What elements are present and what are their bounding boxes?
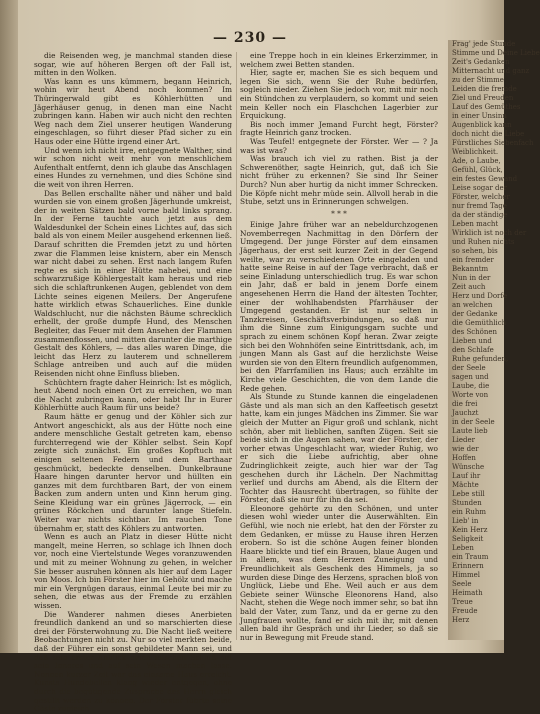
paragraph: Schüchtern fragte daher Heinrich: Ist es möglich, heut Abend noch einen Ort zu erreichen, wo man die Nacht zubringen kann, oder habt Ihr in Eurer Köhlerhütte auch Raum für uns beide?	[34, 377, 232, 413]
strip-line: nur fremd Tage	[452, 202, 507, 210]
strip-line: ein Traum	[452, 553, 489, 561]
strip-line: des Schönen	[452, 328, 498, 336]
strip-line: Seligkeit	[452, 535, 484, 543]
strip-line: Kein Herz	[452, 526, 488, 534]
paragraph: Raum hätte er genug und der Köhler sich zur Antwort angeschickt, als aus der Hütte noch eine andere menschliche Gestalt getreten kam, ebenso furchterregend wie der Köhler selbst. Sein Kopf zeigte sich zunächst. Ein großes Kopftuch mit einigen seltenen Federn und dem Barthaar geschmückt, bedeckte denselben. Dunkelbraune Haare hingen darunter hervor und hüllten ein ganzes mit dem furchtbaren Bart, der von einem Backen zum andern unten und Kinn herum ging. Seine Kleidung war ein grünes Jägerrock, — ein grünes Röckchen und darunter lange Stiefeln. Weiter war nichts sichtbar. Im rauchen Tone übernahm er, statt des Köhlers zu antworten.	[34, 411, 232, 533]
strip-line: Seele	[452, 580, 472, 588]
strip-line: Lauf des Gemüthes	[452, 103, 521, 111]
strip-line: und Ruhen nichts	[452, 238, 515, 246]
strip-line: Laube, die	[452, 382, 490, 390]
strip-line: Lauf ihr	[452, 472, 481, 480]
strip-line: Zeit auch	[452, 283, 486, 291]
paragraph: Einige Jahre früher war an nebeldurchzogenen Novemberregen Nachmittag in den Dörfern der Umgegend. Der junge Förster auf dem einsamen Jägerhaus, der erst seit kurzer Zeit in der Gegend weilte, war zu verschiedenen Orte eingeladen und hatte seine Reise in auf der Tage verbracht, daß er seine Einladung unterschiedlich trug. Es war schon ein Jahr, daß er bald in jenem Dorfe einem angesehenen Herrn die Hand der ältesten Tochter, einer der wohlhabendsten Pfarrhäuser der Umgegend gestanden. Er ist nur selten in Tanzkreisen, Geschäftsverbindungen, so daß nur ihm die Sinne zum Einigungsgarn suchte und sprach zu einem schönen Kopf heran. Zwar zeigte sich bei den Wohnhöfen seine Eintrittsdank, ach, im jungen Mann als Gast auf die herzlichste Weise wurden sie von den Eltern freundlich aufgenommen, bei den Pfarrfamilien ins Haus; auch erzählte im Kirche viele Geschichten, die von dem Lande die Rede gehen.	[240, 220, 438, 393]
strip-line: Leise sogar der	[452, 184, 507, 192]
strip-line: da der ständige	[452, 211, 508, 219]
paragraph: Als Stunde zu Stunde kannen die eingeladenen Gäste und als man sich an den Kaffeetisch gesetzt hatte, kam ein junges Mädchen ins Zimmer. Sie war gleich der Mutter an Figur groß und schlank, nicht schön, aber mit lieblichen, sanften Zügen. Seit sie beide sich in die Augen sahen, war der Förster, der vorher etwas Ungeschlacht war, wieder Ruhig, wo er sich die Liebe aufrichtig, aber ohne Zudringlichkeit zeigte, auch hier war der Tag geschehen durch ihr Lächeln. Der Nachmittag verlief und durchs am Abend, als die Eltern der Tochter das Hausrecht übertragen, so fühlte der Förster, daß sie nur für ihn da sei.	[240, 392, 438, 505]
strip-line: ein fremder	[452, 256, 494, 264]
paragraph: Das Bellen erschallte näher und näher und bald wurden sie von einem großen Jägerhunde umkreist, der in weiten Sätzen bald vorne bald links sprang. In der Ferne tauchte auch jetzt aus dem Waldesdunkel der Schein eines Lichtes auf, das sich bald als von einem Meiler ausgehend erkennen ließ. Darauf schritten die Fremden jetzt zu und hörten zwar die Flammen leise knistern, aber ein Mensch war nicht dabei zu sehen. Erst nach langem Rufen regte es sich in einer Hütte nahebei, und eine schwarzrußige Köhlergestalt kam heraus und rieb sich die schlaftrunkenen Augen, geblendet von dem Lichte seines eigenen Meilers. Der Angerufene hatte wirklich etwas Schauerliches. Eine dunkle Waldschlucht, nur die nächsten Bäume schrecklich erhellt, der große dumpfe Hund, des Menschen Begleiter, das Feuer mit dem Ansehen der Flammen zusammenflossen, und mitten darunter die marthige Gestalt des Köhlers, — das alles waren Dinge, die leicht das Herz zu lauterem und schnellerem Schlage antreiben und auch auf die müden Reisenden nicht ohne Einfluss blieben.	[34, 188, 232, 378]
strip-line: Lieben und	[452, 337, 492, 345]
strip-line: Treue	[452, 598, 473, 606]
paragraph: eine Treppe hoch in ein kleines Erkerzimmer, in welchem zwei Betten standen.	[240, 51, 438, 69]
paragraph: Bis noch immer Jemand Furcht hegt, Förster? fragte Heinrich ganz trocken.	[240, 119, 438, 138]
paragraph: Hier, sagte er, machen Sie es sich bequem und legen Sie sich, wenn Sie der Ruhe bedürfen, sogleich nieder. Ziehen Sie jedoch vor, mit mir noch ein Stündchen zu verplaudern, so kommt und seien mein Keller noch ein Flaschchen Lagerbier zur Erquickung.	[240, 68, 438, 121]
strip-line: doch nicht die Liebe	[452, 130, 525, 138]
strip-line: Jauchzt	[452, 409, 479, 417]
strip-line: der Seele	[452, 364, 486, 372]
column-divider	[236, 52, 237, 640]
strip-line: Gefühl, Glück,	[452, 166, 503, 174]
paragraph: Was brauch ich viel zu rathen. Bist ja der Schwerenöther, sagte Heinrich, gut, daß ich Sie nicht früher zu erkennen? Sie sind Ihr Seiner Durch? Nun aber hurtig da nicht immer Schrecken. Die Köpfe nicht mehr müde sein. Allvoll herab in die Stube, setzt uns in Erinnerungen schwelgen.	[240, 154, 438, 207]
page-number: — 230 —	[213, 30, 287, 46]
strip-line: die Gemüthlich	[452, 319, 507, 327]
strip-line: Weiblichkeit.	[452, 148, 499, 156]
strip-line: Lieder	[452, 436, 475, 444]
strip-line: in einer Unsinn	[452, 112, 507, 120]
strip-line: an welchen	[452, 301, 493, 309]
strip-line: Lieb' in	[452, 517, 479, 525]
strip-line: sagen und	[452, 373, 489, 381]
strip-line: ein festes Gewand	[452, 175, 518, 183]
strip-line: Leiden die fremde	[452, 85, 517, 93]
strip-line: Frag' jede Stunde	[452, 40, 516, 48]
strip-line: Bekanntm	[452, 265, 489, 273]
strip-line: der Gedanke	[452, 310, 498, 318]
strip-line: Stunden	[452, 499, 482, 507]
strip-line: Laute lieb	[452, 427, 488, 435]
strip-line: Förster, welcher	[452, 193, 510, 201]
strip-line: Leben macht	[452, 220, 499, 228]
strip-line: Erinnern	[452, 562, 484, 570]
strip-line: Herz	[452, 616, 470, 624]
strip-line: Stimme und Deine Liebe	[452, 49, 540, 57]
strip-line: ein Ruhm	[452, 508, 487, 516]
strip-line: zu der Stimme	[452, 76, 504, 84]
paragraph: Die Wanderer nahmen dieses Anerbieten freundlich dankend an und so marschierten diese drei der Försterwohnung zu. Die Nacht ließ weitere Beobachtungen nicht zu. Nur so viel merkten beide, daß der Führer ein sonst gebildeter Mann sei, und daß sein erster Anblick einen falschen Schluß auf sein Inneres und auf sein Wesen machen lasse. Nonnen kurzer Zeit war das einsame Haus erreicht. Kunsts Hundebellen klang wieder entgegen, ohne durch die begütigende Zusprache des Herrn gleich gestillt werden zu können. Der Förster führte seine Gäste zugleich	[34, 609, 232, 714]
adjacent-page-strip	[448, 40, 540, 640]
strip-line: Ruhe gefunden,	[452, 355, 509, 363]
strip-line: Mitternacht und ganz	[452, 67, 530, 75]
strip-line: Worte von	[452, 391, 489, 399]
left-text-column	[34, 51, 232, 714]
strip-line: so sehen, bis	[452, 247, 498, 255]
right-text-column	[240, 52, 438, 642]
strip-line: Wirklich ist noch der	[452, 229, 527, 237]
strip-line: Himmel	[452, 571, 480, 579]
page-header	[40, 30, 460, 46]
paragraph: * * *	[331, 208, 347, 218]
strip-line: Freude	[452, 607, 478, 615]
strip-line: Leben	[452, 544, 474, 552]
strip-line: Augenblick kann	[452, 121, 512, 129]
strip-line: Nun in der	[452, 274, 491, 282]
strip-line: in der Seele	[452, 418, 495, 426]
paragraph: Und wenn ich nicht irre, entgegnete Walther, sind wir schon nicht weit mehr von menschlichem Aufenthalt entfernt, denn ich glaube das Anschlagen eines Hundes zu vernehmen, und dies Schöne sind die weit von ihren Herren.	[34, 145, 232, 189]
paragraph: Eleonore gehörte zu den Schönen, und unter diesen wohl wieder unter die Auserwählten. Ein Gefühl, wie noch nie erlebt, hat den der Förster zu dem Gedanken, er müsse zu Hause ihren Herzen erobern. So ist die schöne Augen feiner blonden Haare blickte und tief ein Brauen, blaue Augen und in allem, was dem Herzen Zuneigung und Freundlichkeit als Geschenk des Himmels, ja so wurden diese Dinge des Herzens, sprachen bloß von Unglück, Liebe und Ehe. Weil auch er aus dem Gebiete seiner Wünsche Eleonorens Hand, also Nacht, stehen die Wege noch immer sehr, so bat ihn bald der Vater, zum Tanz, und da er gerne zu den Jungfrauen wollte, fand er sich mit ihr, mit denen allen bald ihr Gespräch und ihr Lieder, so daß sie nur in Bewegung mit Freude stand.	[240, 503, 438, 642]
strip-line: Ziel und Freuden	[452, 94, 514, 102]
page-gutter-shadow	[0, 0, 18, 653]
strip-line: den Schlafe	[452, 346, 494, 354]
paragraph: die Reisenden weg, je manchmal standen diese sogar, wie auf höheren Bergen oft der Fall ist, mitten in den Wolken.	[34, 51, 232, 78]
paragraph: Wenn es auch an Platz in dieser Hütte nicht mangelt, meine Herren, so schlage ich Ihnen doch vor, noch eine Viertelstunde Weges voranzuwenden und mit zu meiner Wohnung zu gehen, in welcher Sie besser ausruhen können als hier auf dem Lager von Moos. Ich bin Förster hier im Gehölz und mache mir ein Vergnügen daraus, einmal Leute bei mir zu sehen, die etwas aus der Fremde zu erzählen wissen.	[34, 532, 232, 610]
strip-line: wie der	[452, 445, 479, 453]
strip-line: Lebe still	[452, 490, 485, 498]
strip-line: Hoffen	[452, 454, 476, 462]
strip-line: Zeit's Gedanken	[452, 58, 510, 66]
strip-line: Heimath	[452, 589, 483, 597]
paragraph: Was Teufel! entgegnete der Förster. Wer — ? Ja was ist was?	[240, 136, 438, 155]
strip-line: Fürstliches Siebenfach	[452, 139, 534, 147]
strip-line: Herz und Dorfe	[452, 292, 508, 300]
strip-line: die frei	[452, 400, 478, 408]
strip-line: Wünsche	[452, 463, 485, 471]
strip-line: Mächte	[452, 481, 479, 489]
strip-line: Ade, o Laube,	[452, 157, 501, 165]
paragraph: Was kann es uns kümmern, begann Heinrich, wohin wir heut Abend noch kommen? Im Thüringerwald gibt es Köhlerhütten und Jägerhäuser genug, in denen man eine Nacht zubringen kann. Haben wir auch nicht den rechten Weg nach dem Ziel unserer heutigen Wanderung eingeschlagen, so führt dieser Pfad sicher zu ein Haus oder eine Hütte irgend einer Art.	[34, 76, 232, 146]
